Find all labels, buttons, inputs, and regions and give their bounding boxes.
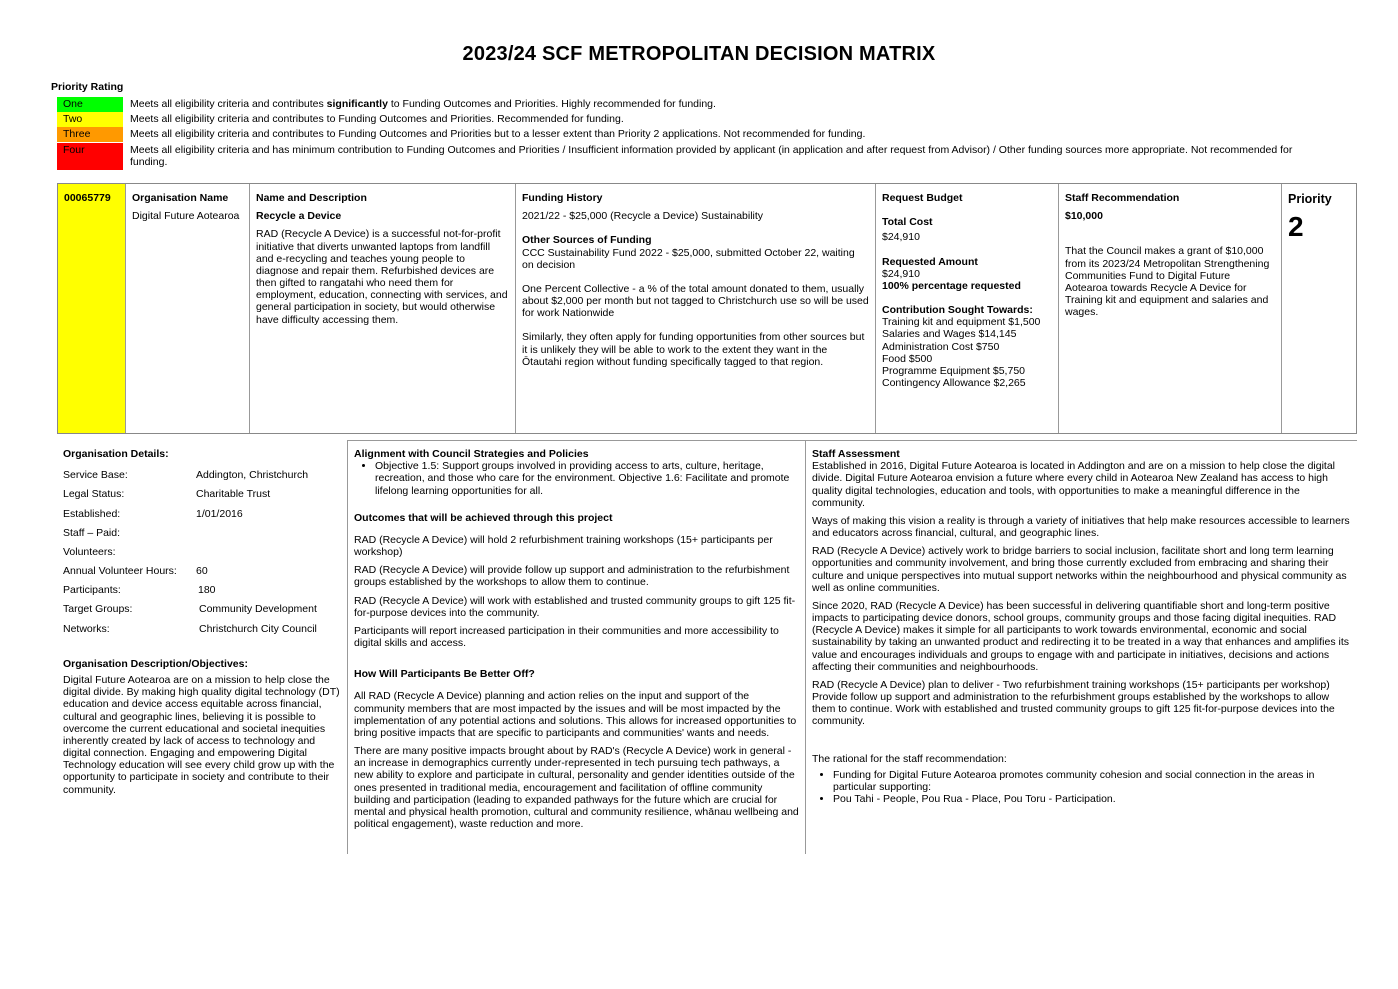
priority-description-four: Meets all eligibility criteria and has minimum contribution to Funding Outcomes and Priorities / Insufficient information provided by applicant (in application and after request from Advisor) / Other funding sources more appropriate. Not recommended for funding. [130, 144, 1293, 169]
detail-label: Participants: [63, 584, 121, 597]
outcome-item: RAD (Recycle A Device) will provide follow up support and administration to the refurbishment groups established by the workshops to allow them to continue. [354, 564, 790, 589]
priority-value: 2 [1288, 210, 1304, 242]
detail-value: Community Development [199, 603, 317, 616]
contribution-item: Programme Equipment $5,750 [882, 364, 1025, 377]
detail-value: Addington, Christchurch [196, 469, 309, 482]
other-source: CCC Sustainability Fund 2022 - $25,000, submitted October 22, waiting on decision [522, 246, 855, 271]
rational-list [812, 769, 1352, 806]
other-sources-header: Other Sources of Funding [522, 234, 652, 247]
organisation-description-heading: Organisation Description/Objectives: [63, 657, 248, 670]
requested-amount-value: $24,910 [882, 267, 920, 280]
outcome-item: RAD (Recycle A Device) will work with established and trusted community groups to gift 125 fit-for-purpose devices into the community. [354, 594, 796, 619]
staff-recommendation-amount: $10,000 [1065, 210, 1103, 223]
better-off-heading: How Will Participants Be Better Off? [354, 668, 535, 681]
detail-row-volunteers [63, 546, 341, 565]
detail-value: 180 [198, 584, 216, 597]
priority-swatch-two: Two [57, 112, 123, 127]
budget-cell [876, 184, 1058, 433]
contribution-item: Administration Cost $750 [882, 340, 1000, 353]
assessment-paragraph: Established in 2016, Digital Future Aotearoa is located in Addington and are on a mission to help close the digital divide. Digital Future Aotearoa envision a future where every child in Aotearoa New Zealand has access to high quality digital technologies, education and tools, with opportunities to make a meaningful difference in the community. [812, 460, 1336, 509]
priority-row-three [57, 127, 1317, 142]
priority-header: Priority [1288, 192, 1332, 206]
budget-header: Request Budget [882, 192, 963, 204]
alignment-objective: • Objective 1.5: Support groups involved in providing access to arts, culture, heritage, recreation, and those who care for the environment. Objective 1.6: Facilitate and promote lifelong learning opportunities for all. [375, 460, 800, 497]
assessment-paragraph: RAD (Recycle A Device) plan to deliver - Two refurbishment training workshops (15+ participants per workshop) Provide follow up support and administration to the refurbishment groups established by the workshops to allow them to continue. Work with established and trusted community groups to gift 125 fit-for-purpose devices into the community. [812, 678, 1335, 728]
alignment-section [354, 448, 800, 830]
detail-value: 60 [196, 565, 208, 578]
priority-row-one [57, 97, 1317, 112]
detail-row-participants [63, 584, 341, 603]
other-source: One Percent Collective - a % of the total amount donated to them, usually about $2,000 per month but not tagged to Christchurch use so will be used for work Nationwide [522, 282, 869, 320]
outcome-item: RAD (Recycle A Device) will hold 2 refurbishment training workshops (15+ participants per workshop) [354, 533, 773, 559]
detail-row-legal-status [63, 488, 341, 507]
detail-label: Target Groups: [63, 603, 133, 616]
detail-label: Legal Status: [63, 488, 125, 501]
detail-value: Christchurch City Council [199, 622, 317, 635]
detail-label: Service Base: [63, 469, 128, 482]
contribution-item: Food $500 [882, 352, 933, 365]
organisation-details-heading: Organisation Details: [63, 448, 169, 460]
organisation-details [63, 448, 341, 796]
detail-label: Established: [63, 507, 121, 520]
organisation-description: Digital Future Aotearoa are on a mission to help close the digital divide. By making high quality digital technology (DT) education and device access equitable across financial, cultural and geographic lines, believing it is possible to overcome the current educational and societal inequities inherently created by lack of access to technology and digital connection. Engaging and empowering Digital Technology education will see every child grow up with the opportunity to participate in society and contribute to their community. [63, 674, 340, 796]
staff-recommendation-cell [1059, 184, 1281, 433]
alignment-list [354, 460, 800, 497]
detail-row-target-groups [63, 603, 341, 622]
application-id: 00065779 [64, 192, 111, 204]
better-off-paragraph: There are many positive impacts brought about by RAD's (Recycle A Device) work in general - an increase in demographics currently under-represented in tech pursuing tech pathways, a new ability to explore and participate in cultural, personality and gender identities outside of the ones presented in traditional media, encouragement and facilitation of offline community building and participation (leading to expanded pathways for the future which are crucial for mental and physical health promotion, cultural and community resilience, whānau wellbeing and political engagement), waste reduction and more. [354, 745, 799, 831]
rational-item: • Pou Tahi - People, Pou Rua - Place, Pou Toru - Participation. [833, 793, 1352, 805]
outcome-item: Participants will report increased participation in their communities and more accessibility to digital skills and access. [354, 624, 779, 650]
requested-amount-label: Requested Amount [882, 255, 978, 268]
contribution-item: Contingency Allowance $2,265 [882, 377, 1026, 390]
detail-row-staff-paid [63, 527, 341, 546]
detail-label: Volunteers: [63, 545, 116, 558]
staff-recommendation-text: That the Council makes a grant of $10,000 from its 2023/24 Metropolitan Strengthening Communities Fund to Digital Future Aotearoa towards Recycle A Device for Training kit and equipment and salaries and wages. [1065, 245, 1270, 319]
detail-section [57, 440, 1357, 854]
staff-recommendation-header: Staff Recommendation [1065, 192, 1180, 204]
detail-row-networks [63, 623, 341, 642]
other-source: Similarly, they often apply for funding opportunities from other sources but it is unlikely they will be able to work to the extent they want in the Ōtautahi region without funding specifically tagged to that region. [522, 331, 865, 368]
better-off-paragraph: All RAD (Recycle A Device) planning and action relies on the input and support of the community members that are most impacted by the issues and will be most impacted by the implementation of any potential actions and solutions. This allows for increased opportunities to bring positive impacts that are specific to participants and communities' wants and needs. [354, 690, 797, 739]
detail-row-volunteer-hours [63, 565, 341, 584]
contribution-item: Salaries and Wages $14,145 [882, 328, 1017, 341]
detail-row-service-base [63, 469, 341, 488]
organisation-header: Organisation Name [132, 192, 229, 204]
application-table [57, 183, 1357, 434]
assessment-paragraph: Ways of making this vision a reality is through a variety of initiatives that help make resources accessible to learners and educators across financial, cultural, and geographic lines. [812, 514, 1350, 540]
funding-history-cell [516, 184, 875, 433]
description-cell [250, 184, 515, 433]
priority-cell [1282, 184, 1357, 433]
contribution-item: Training kit and equipment $1,500 [882, 316, 1041, 329]
priority-description-two: Meets all eligibility criteria and contributes to Funding Outcomes and Priorities. Recommended for funding. [130, 113, 624, 125]
priority-swatch-four: Four [57, 143, 123, 170]
rational-intro: The rational for the staff recommendation: [812, 752, 1007, 765]
application-id-cell [58, 184, 125, 433]
funding-history-header: Funding History [522, 192, 603, 204]
detail-label: Annual Volunteer Hours: [63, 565, 177, 578]
project-name: Recycle a Device [256, 210, 342, 223]
priority-description-three: Meets all eligibility criteria and contributes to Funding Outcomes and Priorities but to a lesser extent than Priority 2 applications. Not recommended for funding. [130, 128, 866, 140]
detail-value: Charitable Trust [196, 488, 271, 501]
assessment-paragraph: Since 2020, RAD (Recycle A Device) has been successful in delivering quantifiable short and long-term positive impacts to participating device donors, school groups, community groups and those facing digital inequities. RAD (Recycle A Device) makes it simple for all participants to work towards environmental, economic and social sustainability by taking an unwanted product and redirecting it to be treated in a way that enhances and amplifies its value and encourages individuals and groups to engage with and participate in initiatives, decisions and actions affecting their communities and neighbourhoods. [812, 599, 1349, 673]
priority-swatch-three: Three [57, 127, 123, 142]
total-cost-value: $24,910 [882, 231, 920, 244]
description-header: Name and Description [256, 192, 367, 204]
assessment-paragraph: RAD (Recycle A Device) actively work to bridge barriers to social inclusion, facilitate short and long term learning opportunities and community involvement, and bring those currently excluded from embracing and sharing their culture and unique perspectives into mutual support networks within the neighbourhood and physical community as well as online communities. [812, 545, 1347, 594]
staff-assessment-section [812, 448, 1352, 805]
contribution-label: Contribution Sought Towards: [882, 304, 1033, 317]
organisation-name: Digital Future Aotearoa [132, 210, 240, 223]
detail-row-established [63, 508, 341, 527]
outcomes-heading: Outcomes that will be achieved through this project [354, 511, 613, 524]
priority-rating-heading: Priority Rating [51, 81, 124, 93]
percentage-requested: 100% percentage requested [882, 279, 1021, 292]
priority-swatch-one: One [57, 97, 123, 112]
detail-value: 1/01/2016 [196, 507, 243, 520]
rational-item: • Funding for Digital Future Aotearoa promotes community cohesion and social connection in the areas in particular supporting: [833, 769, 1352, 793]
detail-label: Staff – Paid: [63, 526, 121, 539]
priority-description-one: Meets all eligibility criteria and contributes significantly to Funding Outcomes and Priorities. Highly recommended for funding. [130, 98, 716, 110]
project-description: RAD (Recycle A Device) is a successful not-for-profit initiative that diverts unwanted laptops from landfill and e-recycling and teaches young people to diagnose and repair them. Refurbished devices are then gifted to rangatahi who need them for employment, education, connecting with services, and general participation in society, but would otherwise have difficulty accessing them. [256, 228, 508, 326]
funding-history: 2021/22 - $25,000 (Recycle a Device) Sustainability [522, 210, 764, 223]
organisation-cell [126, 184, 249, 433]
total-cost-label: Total Cost [882, 216, 933, 229]
page-title: 2023/24 SCF METROPOLITAN DECISION MATRIX [462, 43, 936, 65]
priority-row-two [57, 112, 1317, 127]
staff-assessment-heading: Staff Assessment [812, 448, 900, 460]
priority-row-four [57, 143, 1317, 170]
detail-label: Networks: [63, 622, 110, 635]
alignment-heading: Alignment with Council Strategies and Policies [354, 448, 589, 460]
